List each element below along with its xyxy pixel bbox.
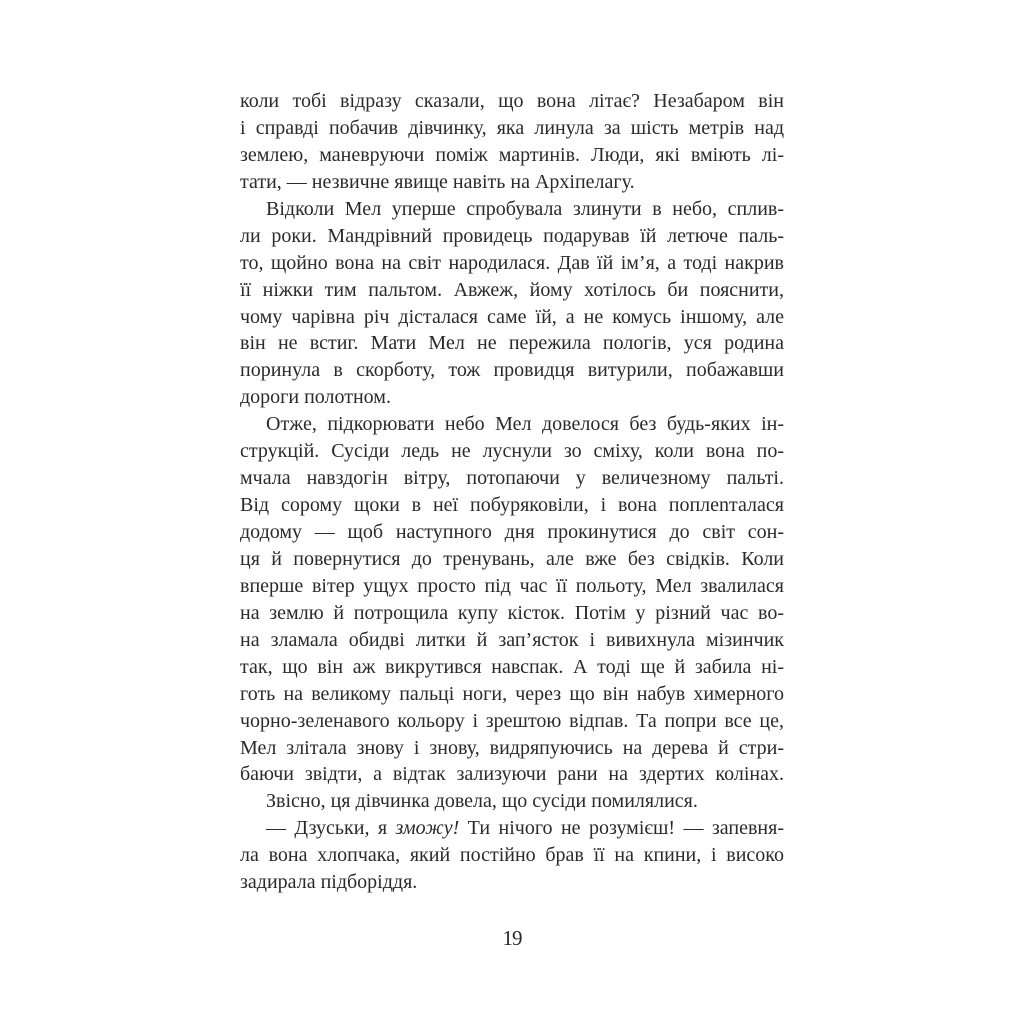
text-line: готь на великому пальці ноги, через що він набув химерного	[240, 682, 784, 705]
text-line: мчала навздогін вітру, потопаючи у величезному пальті.	[240, 467, 784, 490]
text-line: струкцій. Сусіди ледь не луснули зо сміху, коли вона по-	[240, 440, 784, 463]
text-line: чому чарівна річ дісталася саме їй, а не комусь іншому, але	[240, 305, 784, 328]
text-line: чорно-зеленавого кольору і зрештою відпав. Та попри все це,	[240, 709, 784, 732]
text-line	[240, 815, 784, 842]
text-line: на зламала обидві литки й зап’ясток і вивихнула мізинчик	[240, 628, 784, 651]
paragraph	[240, 411, 784, 788]
body-text	[240, 88, 784, 896]
text-line: Відколи Мел уперше спробувала злинути в небо, сплив-	[266, 197, 784, 220]
text-line: ця й повернутися до тренувань, але вже без свідків. Коли	[240, 547, 784, 570]
text-line: її ніжки тим пальтом. Авжеж, йому хотілось би пояснити,	[240, 278, 784, 301]
text-line: і справді побачив дівчинку, яка линула за шість метрів над	[240, 116, 784, 139]
text-line: задирала підборіддя.	[240, 871, 418, 894]
text-line: додому — щоб наступного дня прокинутися до світ сон-	[240, 521, 784, 543]
text-line: так, що він аж викрутився навспак. А тоді ще й забила ні-	[240, 655, 784, 678]
text-line: на землю й потрощила купу кісток. Потім у різний час во-	[240, 601, 784, 624]
paragraph	[240, 88, 784, 196]
paragraph	[240, 196, 784, 412]
text-line: ли роки. Мандрівний провидець подарував їй летюче паль-	[240, 224, 784, 247]
text-line: коли тобі відразу сказали, що вона літає? Незабаром він	[240, 90, 784, 112]
dialogue-rest: Ти нічого не розумієш! — запевня-	[459, 817, 784, 840]
text-line: Отже, підкорювати небо Мел довелося без будь-яких ін-	[266, 413, 784, 436]
dialogue-start: — Дзуськи, я	[266, 817, 396, 840]
page-number: 19	[502, 926, 522, 950]
text-line: він не встиг. Мати Мел не пережила пологів, уся родина	[240, 332, 784, 355]
text-line: тати, — незвичне явище навіть на Архіпелагу.	[240, 170, 635, 193]
text-line: то, щойно вона на світ народилася. Дав їй ім’я, а тоді накрив	[240, 251, 784, 274]
text-line: ла вона хлопчака, який постійно брав її на кпини, і високо	[240, 844, 784, 867]
emphasis-italic: зможу!	[395, 817, 460, 840]
text-line: баючи звідти, а відтак зализуючи рани на здертих колінах.	[240, 763, 784, 786]
text-line: Звісно, ця дівчинка довела, що сусіди помилялися.	[266, 790, 698, 813]
text-line: дороги полотном.	[240, 386, 391, 409]
text-line: землею, маневруючи поміж мартинів. Люди, які вміють лі-	[240, 143, 784, 166]
text-line: вперше вітер ущух просто під час її польоту, Мел звалилася	[240, 574, 784, 597]
paragraph	[240, 788, 784, 815]
text-line: Мел злітала знову і знову, видряпуючись на дерева й стри-	[240, 736, 784, 759]
text-line: поринула в скорботу, тож провидця витурили, побажавши	[240, 359, 784, 382]
text-line: Від сорому щоки в неї побуряковіли, і вона поплenталася	[240, 494, 784, 517]
paragraph-dialogue	[240, 815, 784, 896]
